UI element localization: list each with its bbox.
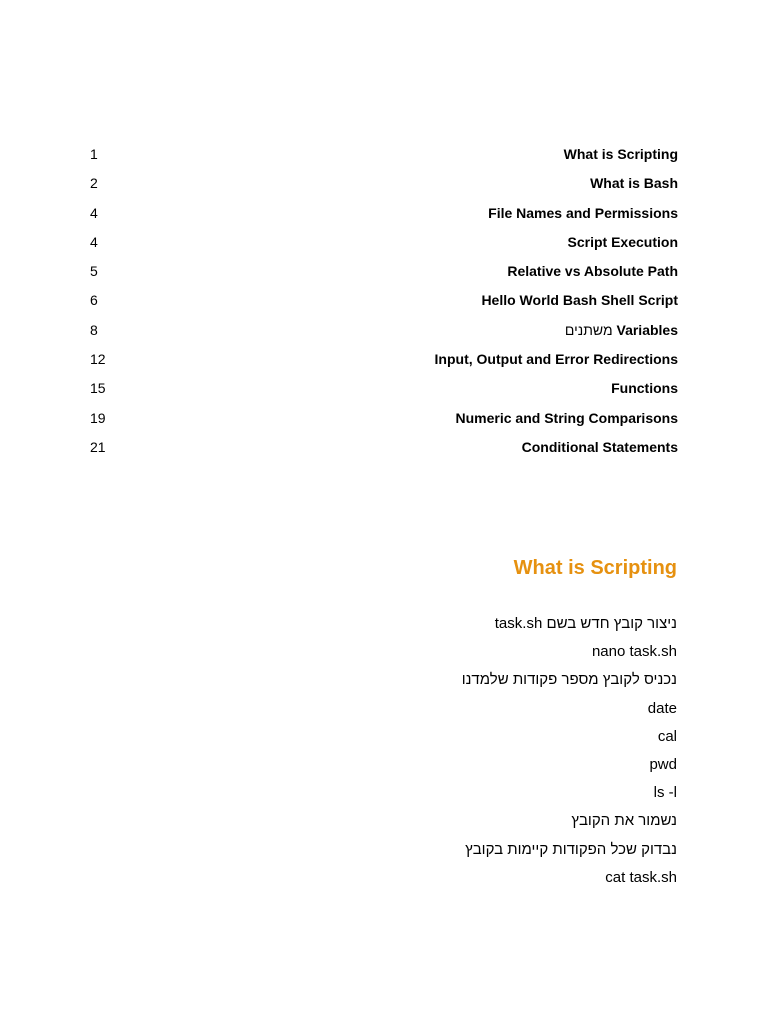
toc-row[interactable] [90,202,678,231]
toc-title-main: Conditional Statements [521,438,678,455]
section-body [77,612,677,894]
toc-entry-title [522,436,678,458]
toc-page-number: 4 [90,233,98,250]
toc-page-number: 15 [90,380,106,397]
toc-entry-title [488,202,678,224]
toc-title-extra: משתנים [564,321,613,338]
toc-row[interactable] [90,289,678,318]
body-line: ניצור קובץ חדש בשם task.sh [494,615,677,632]
toc-title-main: Numeric and String Comparisons [455,409,678,426]
toc-row[interactable] [90,143,678,172]
body-line: pwd [649,755,677,773]
toc-page-number: 5 [90,263,98,280]
section-heading: What is Scripting [513,557,677,579]
body-line: ls -l [653,784,677,802]
toc-row[interactable] [90,377,678,406]
toc-page-number: 6 [90,292,98,309]
toc-row[interactable] [90,231,678,260]
toc-row[interactable] [90,319,678,348]
toc-title-main: Script Execution [567,233,678,250]
body-line: nano task.sh [591,643,677,661]
body-line: cat task.sh [605,868,677,886]
toc-page-number: 4 [90,204,98,221]
toc-page-number: 8 [90,321,98,338]
toc-title-main: File Names and Permissions [488,204,678,221]
toc-row[interactable] [90,407,678,436]
body-line: cal [657,727,677,745]
toc-entry-title [565,319,678,341]
toc-title-main: Functions [611,380,678,397]
toc-entry-title [590,172,678,194]
toc-row[interactable] [90,348,678,377]
toc-title-main: What is Scripting [563,146,678,162]
toc-title-main: Input, Output and Error Redirections [434,351,678,368]
body-line: נבדוק שכל הפקודות קיימות בקובץ [465,840,677,858]
toc-row[interactable] [90,436,678,465]
toc-entry-title [564,143,678,165]
toc-entry-title [568,231,678,253]
toc-title-main: What is Bash [590,175,678,192]
toc-page-number: 19 [90,409,106,426]
toc-title-main: Relative vs Absolute Path [507,263,678,280]
toc-page-number: 21 [90,438,106,455]
toc-page-number: 2 [90,175,98,192]
toc-title-main: Variables [616,321,678,338]
toc-row[interactable] [90,260,678,289]
toc-entry-title [435,348,678,370]
toc-page-number: 12 [90,351,106,368]
toc-row[interactable] [90,172,678,201]
toc-entry-title [507,260,678,282]
body-line: נכניס לקובץ מספר פקודות שלמדנו [461,671,677,689]
toc-page-number: 1 [90,146,98,162]
toc-entry-title [456,407,678,429]
table-of-contents [90,143,678,465]
toc-title-main: Hello World Bash Shell Script [481,292,678,309]
body-line: נשמור את הקובץ [571,812,677,830]
toc-entry-title [481,289,678,311]
body-line: date [647,699,677,717]
toc-entry-title [611,377,678,399]
